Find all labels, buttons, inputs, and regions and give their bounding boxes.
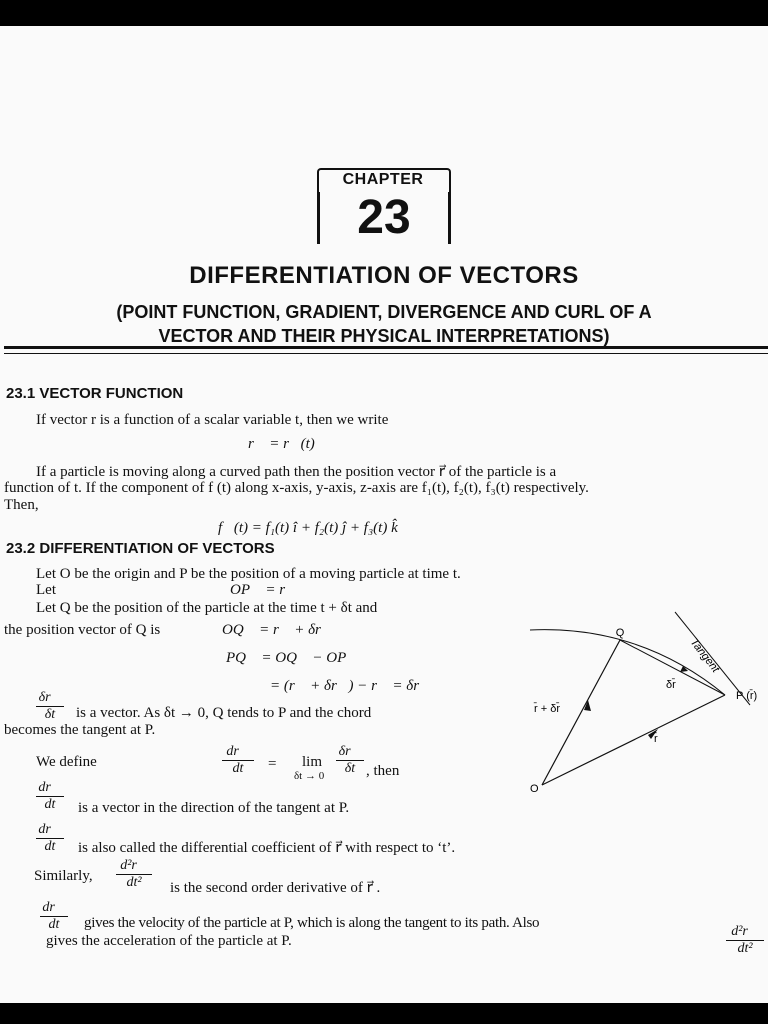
s1-equation-1: r⃗ = r⃗(t) <box>248 436 315 452</box>
s2-eq-op: OP⃗ = r⃗ <box>230 582 297 598</box>
frac-lim <box>336 744 364 777</box>
subtitle-line-2: VECTOR AND THEIR PHYSICAL INTERPRETATIONS) <box>158 326 610 346</box>
section-heading-23-2: 23.2 DIFFERENTIATION OF VECTORS <box>6 540 275 557</box>
s2-line-5: becomes the tangent at P. <box>4 722 156 738</box>
s1-equation-2: f⃗(t) = f₁(t) î + f₂(t) ĵ + f₃(t) k̂ <box>218 520 398 536</box>
frac-den: δt <box>44 707 56 722</box>
frac-den: dt <box>44 797 56 812</box>
s2-lim-sub: δt → 0 <box>294 770 325 782</box>
s2-line-4: is a vector. As δt → 0, Q tends to P and the chord <box>76 705 372 721</box>
chapter-label: CHAPTER <box>342 171 424 188</box>
frac-delta-r-delta-t <box>36 690 64 723</box>
label-q: Q <box>615 627 625 639</box>
frac-den: dt <box>44 839 56 854</box>
s2-line-9: gives the velocity of the particle at P, which is along the tangent to its path. Also <box>84 915 540 931</box>
s2-line-3: the position vector of Q is <box>4 622 161 638</box>
frac-den: δt <box>344 761 356 776</box>
s2-let: Let <box>36 582 56 598</box>
chapter-title: DIFFERENTIATION OF VECTORS <box>189 262 579 289</box>
frac-num: dr⃗ <box>36 822 64 839</box>
frac-num: δr⃗ <box>36 690 64 707</box>
s2-eq-oq: OQ⃗ = r⃗ + δr⃗ <box>222 622 333 638</box>
chapter-badge <box>315 168 453 244</box>
frac-num: δr⃗ <box>336 744 364 761</box>
chapter-subtitle <box>30 300 738 348</box>
s1-line-3: function of t. If the component of f (t) along x-axis, y-axis, z-axis are f₁(t), f₂(t), f₃(t) respectively. <box>4 480 589 496</box>
label-tangent: Tangent <box>687 636 722 675</box>
top-black-bar <box>0 0 768 26</box>
frac-num: d²r⃗ <box>726 924 764 941</box>
bottom-black-bar <box>0 1003 768 1024</box>
title-rule-thin <box>4 353 768 354</box>
subtitle-line-1: (POINT FUNCTION, GRADIENT, DIVERGENCE AND CURL OF A <box>116 302 652 322</box>
frac-dr-dt-1 <box>36 780 64 813</box>
chapter-border-right <box>448 192 451 244</box>
s2-then: , then <box>366 763 400 779</box>
frac-num: dr⃗ <box>40 900 68 917</box>
s2-lim: lim <box>302 754 323 770</box>
s2-line-8: is the second order derivative of r⃗ . <box>170 880 381 896</box>
frac-num: d²r⃗ <box>116 858 152 875</box>
frac-dr-dt-3 <box>40 900 68 933</box>
label-p: P (r̄) <box>736 690 758 702</box>
frac-den: dt <box>232 761 244 776</box>
s2-similarly: Similarly, <box>34 868 93 884</box>
chapter-border-left <box>317 192 320 244</box>
s2-line-1: Let O be the origin and P be the position of a moving particle at time t. <box>36 566 461 582</box>
s2-line-10: gives the acceleration of the particle at P. <box>46 933 292 949</box>
s1-line-2: If a particle is moving along a curved path then the position vector r⃗ of the particle is a <box>36 464 557 480</box>
s2-eq-pq: PQ⃗ = OQ⃗ − OP⃗ <box>226 650 358 666</box>
vector-diagram <box>520 600 768 800</box>
s2-line-2: Let Q be the position of the particle at the time t + δt and <box>36 600 378 616</box>
s2-we-define: We define <box>36 754 97 770</box>
s1-line-1: If vector r is a function of a scalar variable t, then we write <box>36 412 389 428</box>
label-r-plus-dr: r̄ + δr̄ <box>534 703 560 715</box>
frac-num: dr⃗ <box>222 744 254 761</box>
vector-r <box>542 695 725 785</box>
chapter-number: 23 <box>357 191 411 244</box>
frac-den: dt² <box>126 875 142 890</box>
s1-line-4: Then, <box>4 497 39 513</box>
frac-def-dr-dt <box>222 744 254 777</box>
label-r: r̄ <box>654 733 658 745</box>
s2-line-6: is a vector in the direction of the tangent at P. <box>78 800 350 816</box>
frac-den: dt <box>48 917 60 932</box>
section-heading-23-1: 23.1 VECTOR FUNCTION <box>6 385 184 402</box>
label-delta-r: δr̄ <box>666 679 676 691</box>
frac-d2r-dt2-2 <box>726 924 764 957</box>
s2-def-equals: = <box>268 756 277 772</box>
label-o: O <box>530 783 539 795</box>
s2-eq-pq-2: = (r⃗ + δr⃗) − r⃗ = δr⃗ <box>270 678 431 694</box>
frac-dr-dt-2 <box>36 822 64 855</box>
frac-den: dt² <box>737 941 753 956</box>
frac-d2r-dt2 <box>116 858 152 891</box>
s2-line-7: is also called the differential coefficient of r⃗ with respect to ‘t’. <box>78 840 456 856</box>
title-rule-thick <box>4 346 768 349</box>
frac-num: dr⃗ <box>36 780 64 797</box>
